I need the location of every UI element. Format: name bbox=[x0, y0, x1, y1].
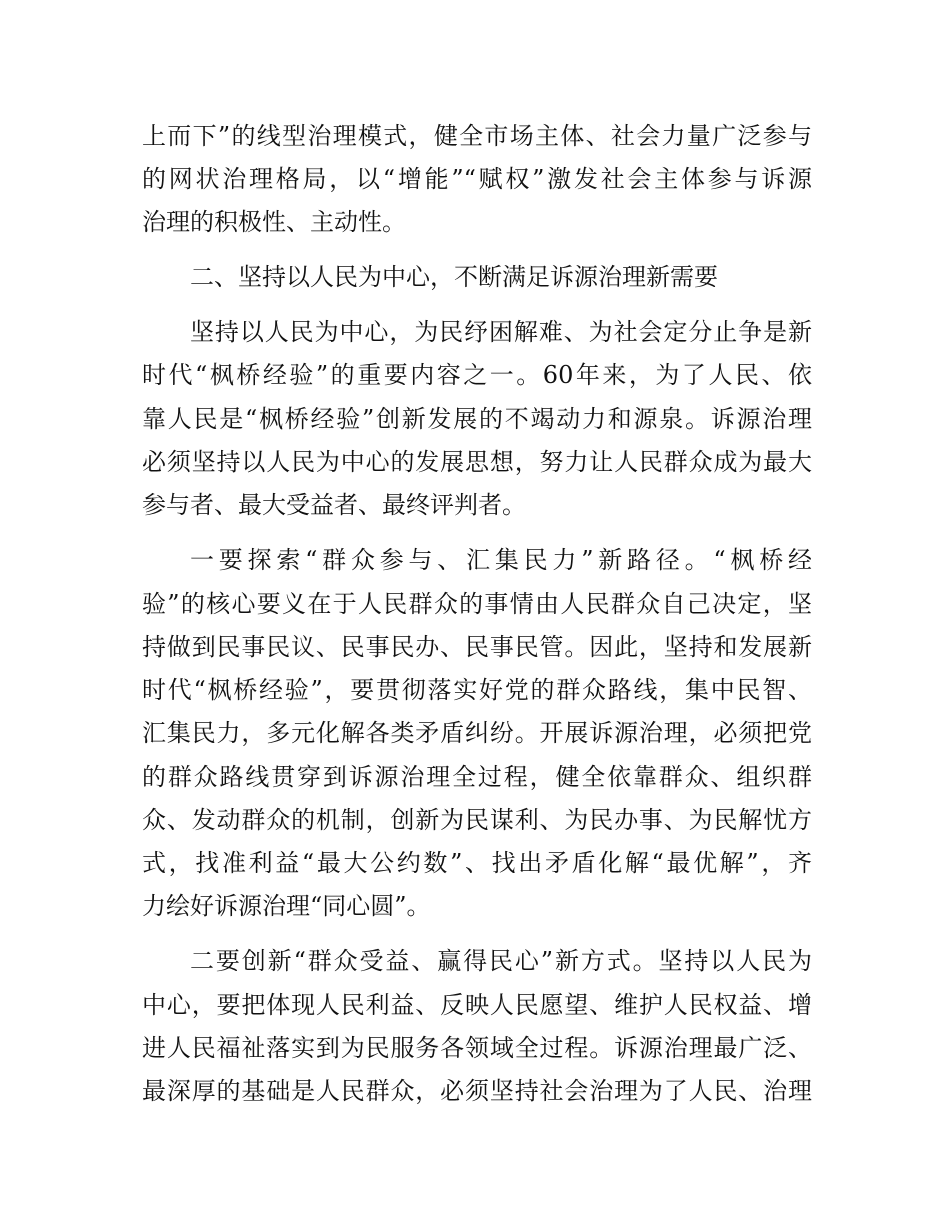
text-line: 靠人民是“枫桥经验”创新发展的不竭动力和源泉。诉源治理 bbox=[142, 405, 812, 433]
text-line: 的群众路线贯穿到诉源治理全过程，健全依靠群众、组织群 bbox=[142, 763, 812, 791]
section-heading: 二、坚持以人民为中心，不断满足诉源治理新需要 bbox=[190, 263, 718, 291]
text-line: 的网状治理格局，以“增能”“赋权”激发社会主体参与诉源 bbox=[142, 165, 812, 193]
text-line: 汇集民力，多元化解各类矛盾纠纷。开展诉源治理，必须把党 bbox=[142, 719, 812, 747]
text-line: 式，找准利益“最大公约数”、找出矛盾化解“最优解”，齐 bbox=[142, 849, 812, 877]
text-line: 坚持以人民为中心，为民纾困解难、为社会定分止争是新 bbox=[190, 318, 812, 346]
text-line: 力绘好诉源治理“同心圆”。 bbox=[142, 892, 431, 920]
text-line: 持做到民事民议、民事民办、民事民管。因此，坚持和发展新 bbox=[142, 633, 812, 661]
text-line: 时代“枫桥经验”，要贯彻落实好党的群众路线，集中民智、 bbox=[142, 676, 812, 704]
text-line: 验”的核心要义在于人民群众的事情由人民群众自己决定，坚 bbox=[142, 590, 812, 618]
text-line: 一要探索“群众参与、汇集民力”新路径。“枫桥经 bbox=[190, 546, 812, 574]
text-line: 必须坚持以人民为中心的发展思想，努力让人民群众成为最大 bbox=[142, 448, 812, 476]
text-line: 时代“枫桥经验”的重要内容之一。60年来，为了人民、依 bbox=[142, 361, 812, 389]
text-line: 众、发动群众的机制，创新为民谋利、为民办事、为民解忧方 bbox=[142, 806, 812, 834]
text-line: 中心，要把体现人民利益、反映人民愿望、维护人民权益、增 bbox=[142, 991, 812, 1019]
text-line: 二要创新“群众受益、赢得民心”新方式。坚持以人民为 bbox=[190, 947, 812, 975]
text-line: 最深厚的基础是人民群众，必须坚持社会治理为了人民、治理 bbox=[142, 1077, 812, 1105]
text-line: 上而下”的线型治理模式，健全市场主体、社会力量广泛参与 bbox=[142, 122, 812, 150]
text-line: 参与者、最大受益者、最终评判者。 bbox=[142, 491, 526, 519]
text-line: 治理的积极性、主动性。 bbox=[142, 208, 406, 236]
text-line: 进人民福祉落实到为民服务各领域全过程。诉源治理最广泛、 bbox=[142, 1034, 812, 1062]
